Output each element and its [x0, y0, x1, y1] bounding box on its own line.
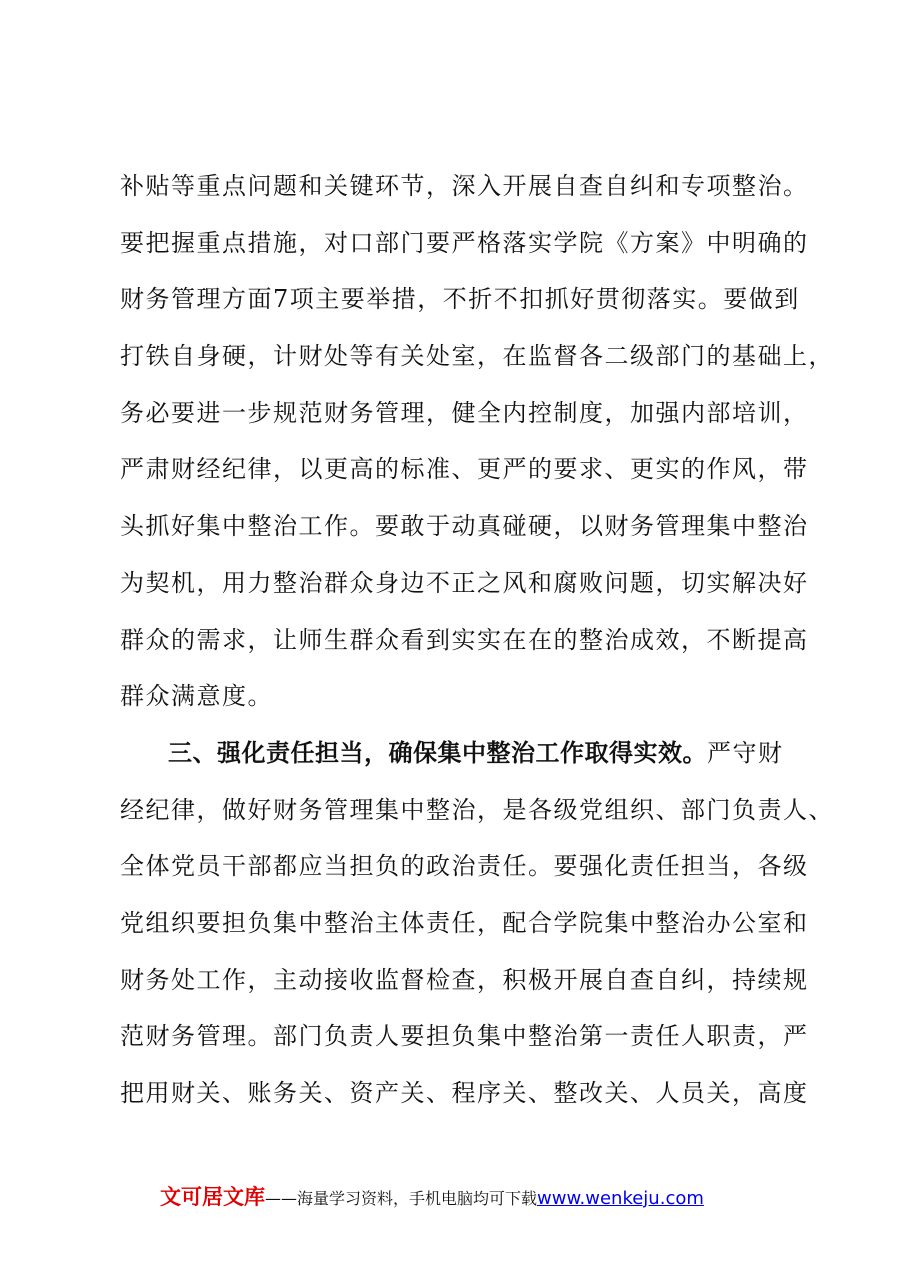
paragraph-line-9: 群众的需求，让师生群众看到实实在在的整治成效，不断提高 — [120, 625, 809, 654]
section-lead-text: 严守财 — [707, 738, 784, 767]
document-body — [120, 158, 834, 1122]
paragraph-line-8: 为契机，用力整治群众身边不正之风和腐败问题，切实解决好 — [120, 568, 809, 597]
paragraph-line-6: 严肃财经纪律，以更高的标准、更严的要求、更实的作风，带 — [120, 455, 809, 484]
paragraph-line-5: 务必要进一步规范财务管理，健全内控制度，加强内部培训， — [120, 398, 809, 427]
section-line-1: 经纪律，做好财务管理集中整治，是各级党组织、部门负责人、 — [120, 795, 834, 824]
section-first-line — [120, 725, 800, 782]
paragraph-line-10: 群众满意度。 — [120, 682, 273, 711]
footer-website-link[interactable]: www.wenkeju.com — [537, 1188, 704, 1209]
section-line-4: 财务处工作，主动接收监督检查，积极开展自查自纠，持续规 — [120, 965, 809, 994]
paragraph-line-7: 头抓好集中整治工作。要敢于动真碰硬，以财务管理集中整治 — [120, 512, 809, 541]
page-footer — [160, 1183, 860, 1211]
section-heading: 三、强化责任担当，确保集中整治工作取得实效。 — [168, 738, 707, 767]
paragraph-line-2: 要把握重点措施，对口部门要严格落实学院《方案》中明确的 — [120, 228, 809, 257]
section-line-3: 党组织要担负集中整治主体责任，配合学院集中整治办公室和 — [120, 908, 809, 937]
section-line-6: 把用财关、账务关、资产关、程序关、整改关、人员关，高度 — [120, 1079, 809, 1107]
section-line-5: 范财务管理。部门负责人要担负集中整治第一责任人职责，严 — [120, 1022, 809, 1051]
footer-brand: 文可居文库 — [160, 1185, 265, 1209]
footer-slogan: ——海量学习资料，手机电脑均可下载 — [265, 1189, 538, 1208]
section-line-2: 全体党员干部都应当担负的政治责任。要强化责任担当，各级 — [120, 852, 809, 881]
paragraph-line-4: 打铁自身硬，计财处等有关处室，在监督各二级部门的基础上， — [120, 342, 834, 371]
paragraph-line-3: 财务管理方面7项主要举措，不折不扣抓好贯彻落实。要做到 — [120, 285, 800, 314]
paragraph-line-1: 补贴等重点问题和关键环节，深入开展自查自纠和专项整治。 — [120, 172, 809, 200]
